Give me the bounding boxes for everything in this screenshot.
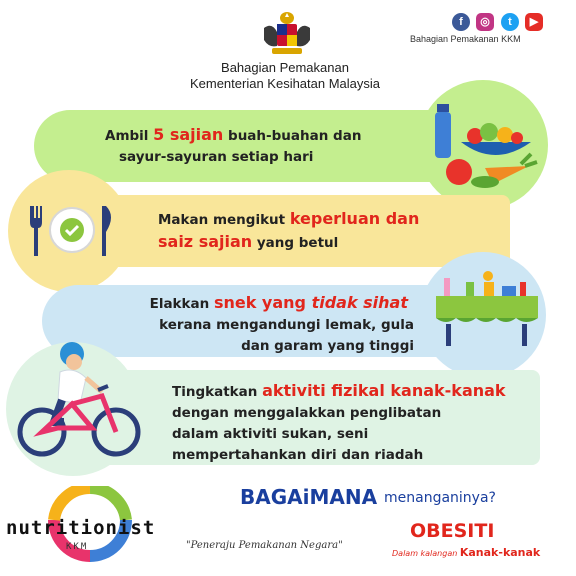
- party-table-icon: [432, 268, 542, 348]
- instagram-icon[interactable]: ◎: [476, 13, 494, 31]
- obesiti-title: OBESITI: [410, 520, 495, 542]
- twitter-icon[interactable]: t: [501, 13, 519, 31]
- youtube-icon[interactable]: ▶: [525, 13, 543, 31]
- cyclist-icon: [6, 340, 146, 460]
- tagline: "Peneraju Pemakanan Negara": [186, 540, 343, 551]
- headline-bold: BAGAiMANA: [240, 485, 378, 509]
- nutritionist-logo-text: nutritionist: [6, 517, 156, 539]
- organization-name: Bahagian Pemakanan Kementerian Kesihatan Malaysia: [189, 60, 381, 91]
- headline-rest: menanganinya?: [384, 490, 496, 506]
- plate-cutlery-icon: [22, 200, 122, 260]
- jata-negara-crest-logo: [258, 10, 316, 58]
- tip-text-activity: Tingkatkan aktiviti fizikal kanak-kanak dengan menggalakkan penglibatan dalam aktiviti sukan, seni mempertahankan diri dan riadah: [172, 381, 506, 463]
- obesiti-subtitle: Dalam kalangan Kanak-kanak: [392, 546, 541, 559]
- tip-text-portion: Makan mengikut keperluan dan saiz sajian yang betul: [158, 209, 420, 251]
- tip-text-fruits: Ambil 5 sajian buah-buahan dan sayur-sayuran setiap hari: [105, 125, 362, 165]
- fruit-vegetable-icon: [425, 98, 545, 198]
- tip-text-snack: Elakkan snek yang tidak sihat kerana mengandungi lemak, gula dan garam yang tinggi: [149, 293, 414, 354]
- social-handle: Bahagian Pemakanan KKM: [410, 34, 521, 44]
- facebook-icon[interactable]: f: [452, 13, 470, 31]
- nutritionist-logo-sub: KKM: [66, 542, 89, 552]
